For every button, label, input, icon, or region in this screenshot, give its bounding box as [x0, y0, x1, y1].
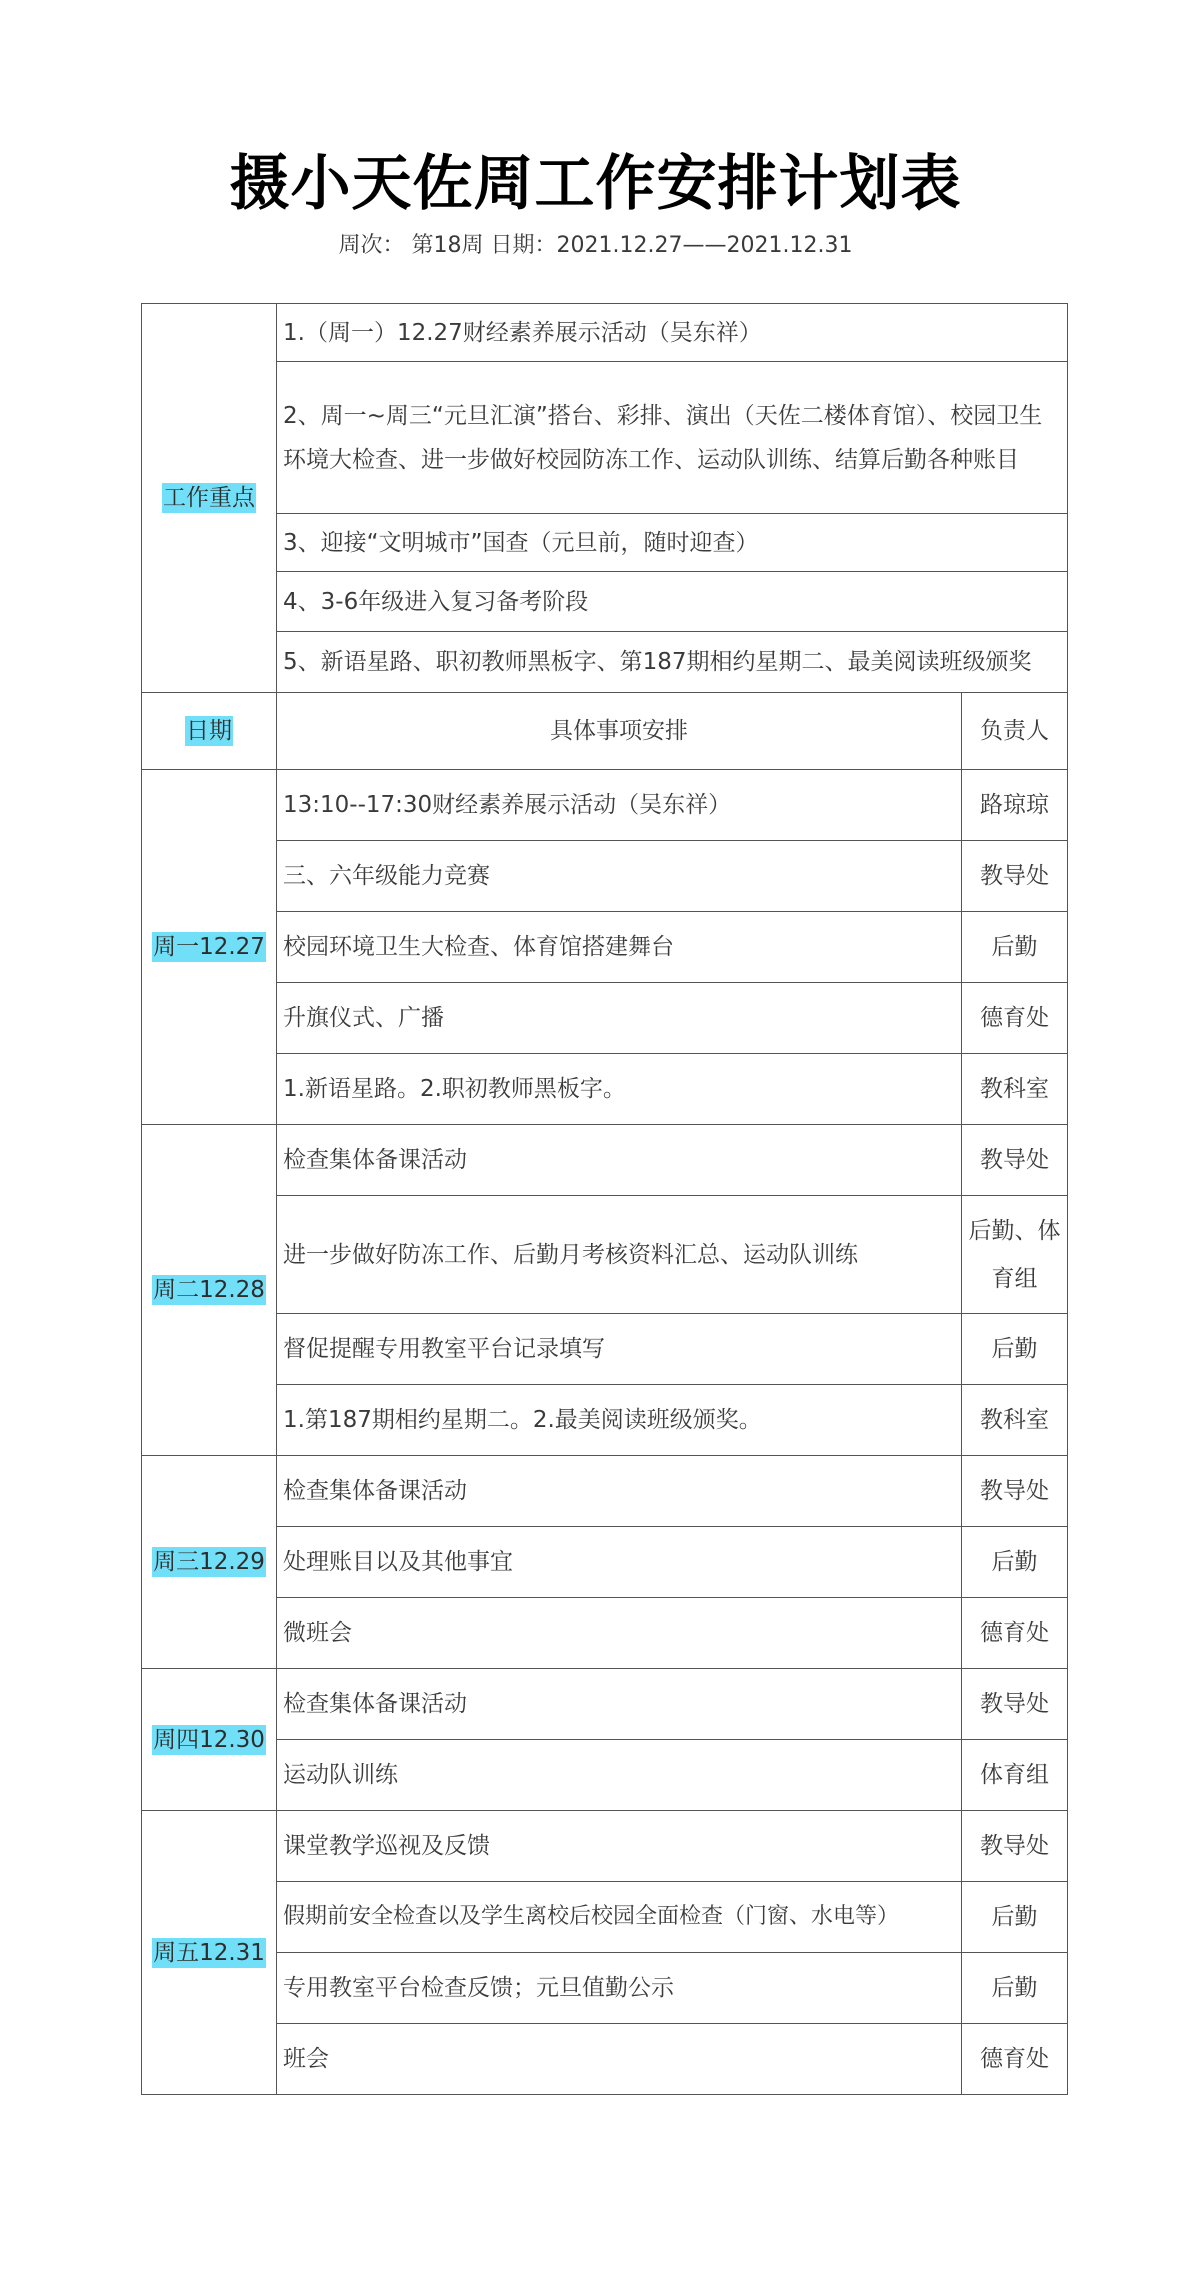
day-label: 周二12.28	[153, 1277, 265, 1303]
owner-cell: 后勤、体育组	[962, 1196, 1068, 1314]
task-cell: 专用教室平台检查反馈；元旦值勤公示	[277, 1953, 962, 2024]
task-cell: 检查集体备课活动	[277, 1125, 962, 1196]
task-cell: 检查集体备课活动	[277, 1669, 962, 1740]
task-cell: 课堂教学巡视及反馈	[277, 1811, 962, 1882]
day-cell	[142, 1811, 277, 2095]
header-date: 日期	[186, 718, 232, 744]
owner-cell: 教科室	[962, 1385, 1068, 1456]
page-title: 摄小天佐周工作安排计划表	[229, 149, 962, 219]
day-cell	[142, 770, 277, 1125]
owner-cell: 后勤	[962, 912, 1068, 983]
day-label: 周三12.29	[153, 1549, 265, 1575]
header-task: 具体事项安排	[277, 693, 962, 770]
task-cell: 三、六年级能力竞赛	[277, 841, 962, 912]
header-date-cell	[142, 693, 277, 770]
owner-cell: 德育处	[962, 983, 1068, 1054]
owner-cell: 教导处	[962, 1456, 1068, 1527]
task-cell: 校园环境卫生大检查、体育馆搭建舞台	[277, 912, 962, 983]
task-cell: 升旗仪式、广播	[277, 983, 962, 1054]
owner-cell: 后勤	[962, 1953, 1068, 2024]
task-cell: 1.第187期相约星期二。2.最美阅读班级颁奖。	[277, 1385, 962, 1456]
owner-cell: 后勤	[962, 1527, 1068, 1598]
task-cell: 运动队训练	[277, 1740, 962, 1811]
focus-item: 3、迎接“文明城市”国查（元旦前，随时迎查）	[277, 514, 1068, 572]
task-cell: 1.新语星路。2.职初教师黑板字。	[277, 1054, 962, 1125]
owner-cell: 德育处	[962, 2024, 1068, 2095]
owner-cell: 教导处	[962, 1125, 1068, 1196]
owner-cell: 体育组	[962, 1740, 1068, 1811]
owner-cell: 后勤	[962, 1314, 1068, 1385]
task-cell: 检查集体备课活动	[277, 1456, 962, 1527]
focus-item: 4、3-6年级进入复习备考阶段	[277, 572, 1068, 632]
task-cell: 13:10--17:30财经素养展示活动（吴东祥）	[277, 770, 962, 841]
focus-item: 5、新语星路、职初教师黑板字、第187期相约星期二、最美阅读班级颁奖	[277, 632, 1068, 693]
focus-item: 1.（周一）12.27财经素养展示活动（吴东祥）	[277, 304, 1068, 362]
header-owner: 负责人	[962, 693, 1068, 770]
day-label: 周四12.30	[153, 1726, 265, 1753]
owner-cell: 德育处	[962, 1598, 1068, 1669]
focus-item: 2、周一~周三“元旦汇演”搭台、彩排、演出（天佐二楼体育馆）、校园卫生环境大检查、进一步做好校园防冻工作、运动队训练、结算后勤各种账目	[277, 362, 1068, 514]
task-cell: 处理账目以及其他事宜	[277, 1527, 962, 1598]
day-label: 周一12.27	[153, 934, 265, 960]
owner-cell: 教导处	[962, 1811, 1068, 1882]
owner-cell: 教导处	[962, 841, 1068, 912]
owner-cell: 教科室	[962, 1054, 1068, 1125]
page-subtitle: 周次： 第18周 日期：2021.12.27——2021.12.31	[338, 233, 853, 258]
owner-cell: 后勤	[962, 1882, 1068, 1953]
task-cell: 班会	[277, 2024, 962, 2095]
schedule-table	[141, 303, 1068, 2095]
focus-label-cell	[142, 304, 277, 693]
focus-label: 工作重点	[163, 485, 255, 511]
task-cell: 微班会	[277, 1598, 962, 1669]
task-cell: 进一步做好防冻工作、后勤月考核资料汇总、运动队训练	[277, 1196, 962, 1314]
day-cell	[142, 1669, 277, 1811]
owner-cell: 路琼琼	[962, 770, 1068, 841]
task-cell: 督促提醒专用教室平台记录填写	[277, 1314, 962, 1385]
day-cell	[142, 1456, 277, 1669]
task-cell: 假期前安全检查以及学生离校后校园全面检查（门窗、水电等）	[277, 1882, 962, 1953]
day-label: 周五12.31	[153, 1939, 265, 1966]
day-cell	[142, 1125, 277, 1456]
owner-cell: 教导处	[962, 1669, 1068, 1740]
